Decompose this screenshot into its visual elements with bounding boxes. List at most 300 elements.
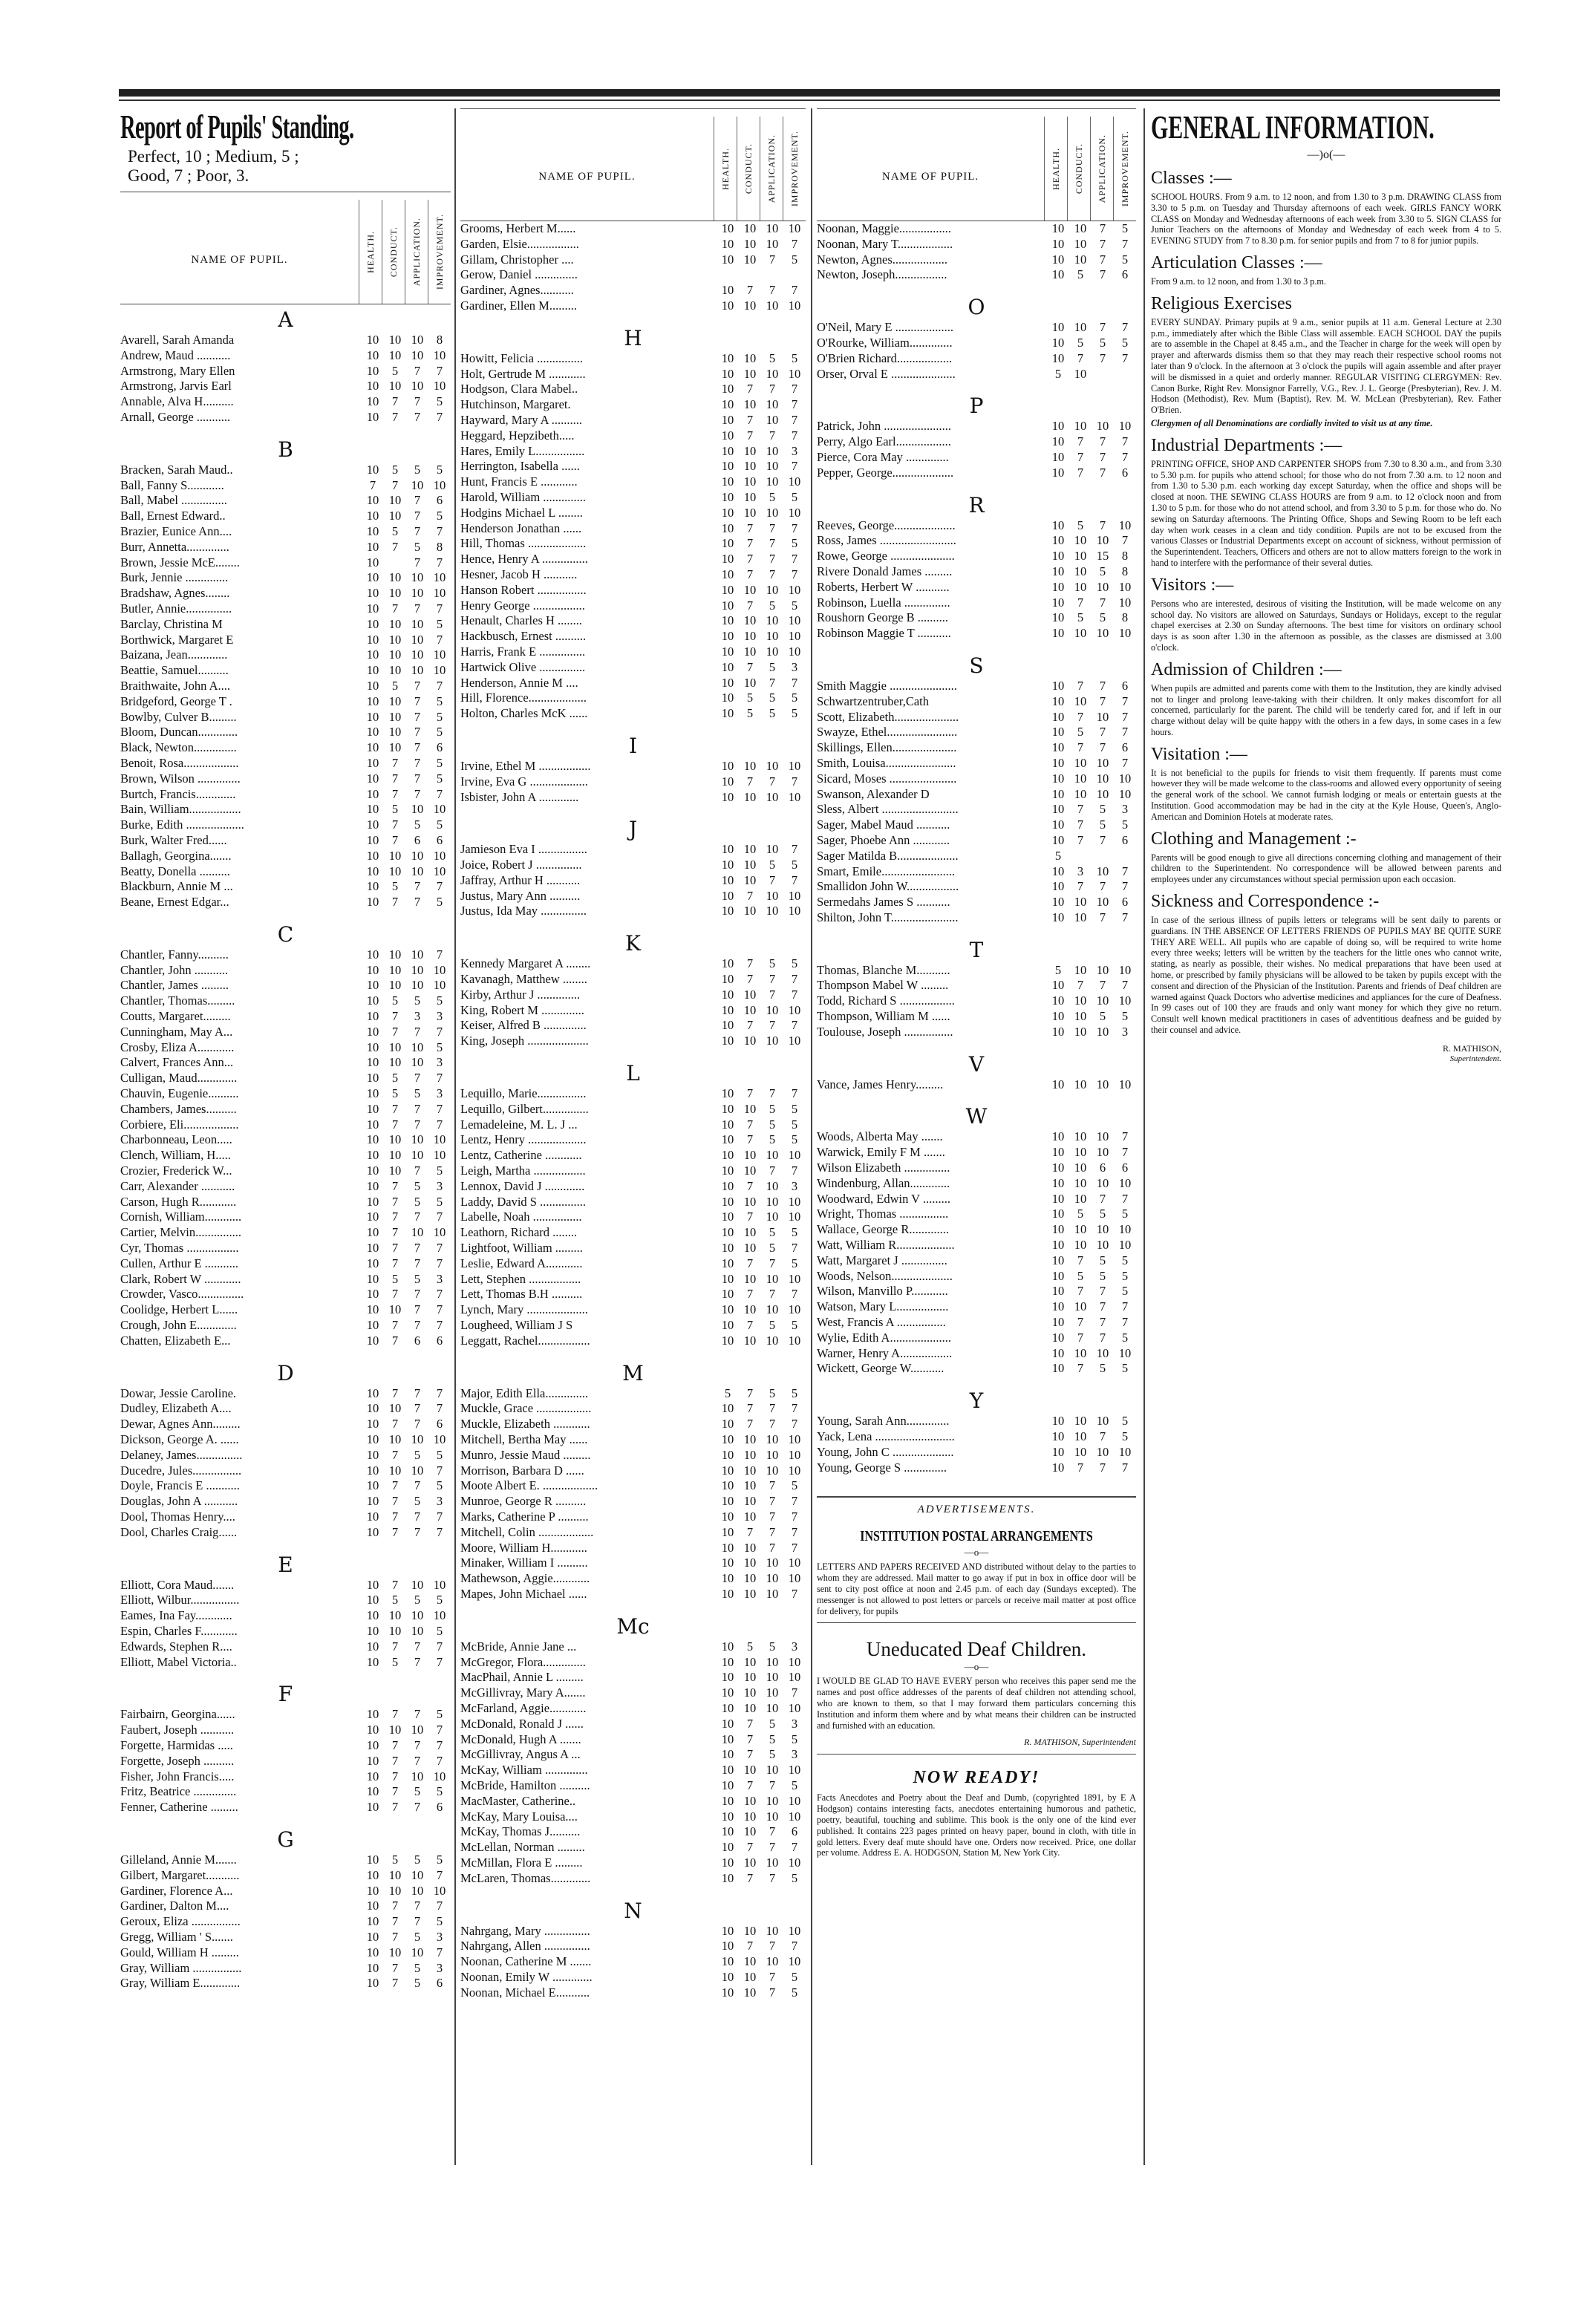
pupil-name: Harris, Frank E ...............: [460, 644, 586, 659]
health-score: 10: [721, 1824, 734, 1839]
application-score: 3: [414, 1009, 421, 1024]
improvement-score: 7: [436, 786, 443, 801]
table-row: [460, 1778, 806, 1794]
column-2: [460, 108, 806, 2010]
conduct-score: 7: [1077, 709, 1084, 724]
section-text: EVERY SUNDAY. Primary pupils at 9 a.m., senior pupils at 11 a.m. General Lecture at 2.30 p.m., immediately after which the Bible Class will assemble. EACH SCHOOL DAY the pupils are to assemble in the Chapel at 8.45 a.m., and the Teacher in charge for the week will open by prayer and afterwards dismiss them so that they may reach their respective school rooms not later than 9 o'clock. In the afternoon at 3 o'clock the pupils will again assemble and after prayer will be dismissed in a quiet and orderly manner. REGULAR VISITING CLERGYMEN: Rev. Canon Burke, Right Rev. Monsignor Farrelly, V.G., Rev. J. L. George (Presbyterian), Rev. J. M. Hodson (Methodist), Rev. Mum (Baptist), Rev. M. W. McLean (Presbyterian), Rev. Father O'Brien.: [1151, 316, 1501, 416]
pupil-list-1: [120, 307, 451, 2000]
application-score: 5: [769, 1101, 776, 1116]
table-row: [120, 679, 451, 694]
health-score: 10: [366, 1707, 379, 1722]
health-score: 10: [1051, 1207, 1065, 1221]
application-score: 5: [769, 1132, 776, 1147]
pupil-name: Bridgeford, George T .: [120, 693, 232, 708]
table-row: [817, 595, 1136, 611]
pupil-name: Chantler, Fanny..........: [120, 947, 229, 962]
conduct-score: 10: [743, 459, 757, 474]
pupil-name: Leggatt, Rachel.................: [460, 1333, 590, 1348]
pupil-name: Munro, Jessie Maud .........: [460, 1447, 591, 1462]
pupil-name: Shilton, John T......................: [817, 910, 959, 924]
improvement-score: 7: [1121, 864, 1129, 878]
pupil-name: Newton, Joseph.................: [817, 267, 947, 282]
table-row: [460, 1763, 806, 1778]
table-row: [460, 889, 806, 904]
section-letter: A: [278, 307, 293, 332]
table-header: [460, 108, 806, 221]
pupil-name: Chambers, James..........: [120, 1101, 237, 1116]
improvement-score: 7: [791, 567, 798, 581]
health-score: 10: [721, 412, 734, 427]
conduct-score: 7: [391, 755, 399, 770]
conduct-score: 5: [1077, 1268, 1084, 1283]
table-row: [120, 1195, 451, 1210]
health-score: 10: [1051, 864, 1065, 878]
conduct-score: 7: [1077, 1460, 1084, 1475]
improvement-score: 5: [436, 1194, 443, 1209]
improvement-score: 6: [436, 1333, 443, 1348]
application-score: 7: [769, 1401, 776, 1416]
health-score: 10: [721, 366, 734, 381]
health-score: 10: [721, 536, 734, 551]
conduct-score: 10: [743, 1654, 757, 1669]
application-score: 10: [766, 1194, 779, 1209]
pupil-name: Mathewson, Aggie............: [460, 1571, 590, 1586]
table-row: [120, 1593, 451, 1608]
application-score: 7: [414, 1318, 421, 1333]
conduct-score: 10: [1074, 1299, 1087, 1314]
conduct-score: 10: [388, 1132, 402, 1147]
conduct-score: 10: [743, 1763, 757, 1778]
application-score: 7: [414, 1241, 421, 1256]
table-row: [120, 1302, 451, 1318]
conduct-score: 7: [391, 477, 399, 492]
improvement-score: 5: [436, 993, 443, 1008]
health-score: 10: [721, 1870, 734, 1885]
conduct-score: 5: [746, 691, 754, 705]
conduct-score: 7: [391, 1417, 399, 1432]
table-row: [817, 1284, 1136, 1299]
table-row: [460, 1855, 806, 1871]
table-row: [460, 397, 806, 413]
health-score: 10: [366, 786, 379, 801]
pupil-name: Gregg, William ' S.......: [120, 1929, 233, 1944]
application-score: 7: [414, 895, 421, 910]
health-score: 10: [366, 1463, 379, 1478]
table-row: [817, 1315, 1136, 1331]
health-score: 10: [721, 1855, 734, 1870]
health-score: 10: [366, 693, 379, 708]
application-score: 7: [769, 382, 776, 396]
section-letter: I: [628, 733, 638, 758]
application-score: 10: [766, 1700, 779, 1715]
pupil-name: Young, John C ....................: [817, 1444, 954, 1459]
application-score: 5: [414, 1447, 421, 1462]
improvement-score: 10: [788, 366, 801, 381]
conduct-score: 10: [743, 1333, 757, 1348]
conduct-score: 10: [743, 1241, 757, 1256]
health-score: 10: [366, 1225, 379, 1240]
conduct-score: 7: [746, 567, 754, 581]
improvement-score: 10: [1118, 962, 1132, 977]
divider: —)o(—: [1307, 148, 1345, 161]
pupil-name: McFarland, Aggie............: [460, 1700, 587, 1715]
conduct-score: 10: [743, 1302, 757, 1317]
health-score: 10: [721, 1571, 734, 1586]
pupil-name: Smith, Louisa.......................: [817, 755, 956, 770]
table-row: [120, 570, 451, 586]
pupil-name: Charbonneau, Leon.....: [120, 1132, 232, 1147]
conduct-score: 5: [391, 678, 399, 693]
health-score: 10: [366, 740, 379, 755]
table-row: [460, 1302, 806, 1318]
section-text: SCHOOL HOURS. From 9 a.m. to 12 noon, and from 1.30 to 3 p.m. DRAWING CLASS from 3.30 to 5 p.m. on Tuesday and Thursday afternoons of each week. GIRLS FANCY WORK CLASS on Monday and Wednesday afternoons of each week from 3.30 to 5. SIGN CLASS for Junior Teachers on the afternoons of Monday and Wednesday of each week from 4 to 5. EVENING STUDY from 7 to 8.30 p.m. for senior pupils and from 7 to 8 for junior pupils.: [1151, 192, 1501, 247]
conduct-score: 7: [1077, 350, 1084, 365]
pupil-name: Chantler, Thomas.........: [120, 993, 235, 1008]
table-row: [120, 1930, 451, 1945]
table-row: [120, 478, 451, 494]
application-score: 10: [411, 347, 424, 362]
application-score: 5: [414, 1852, 421, 1867]
application-score: 7: [769, 567, 776, 581]
table-row: [120, 771, 451, 787]
health-score: 10: [721, 1333, 734, 1348]
improvement-score: 7: [1121, 449, 1129, 464]
table-row: [817, 1253, 1136, 1269]
table-row: [120, 1784, 451, 1800]
table-row: [120, 740, 451, 756]
application-score: 10: [411, 1723, 424, 1737]
pupil-name: Holton, Charles McK ......: [460, 706, 588, 721]
table-row: [460, 1334, 806, 1349]
conduct-score: 7: [391, 1929, 399, 1944]
table-row: [120, 1976, 451, 1991]
application-score: 7: [769, 1840, 776, 1855]
application-score: 5: [1099, 1009, 1106, 1024]
improvement-score: 5: [436, 771, 443, 786]
pupil-name: McGregor, Flora..............: [460, 1654, 586, 1669]
pupil-name: Cullen, Arthur E ...........: [120, 1256, 239, 1270]
improvement-score: 5: [791, 1101, 798, 1116]
pupil-name: Gray, William E.............: [120, 1976, 241, 1991]
conduct-score: 10: [1074, 1345, 1087, 1360]
health-score: 10: [721, 904, 734, 918]
conduct-score: 10: [1074, 579, 1087, 594]
health-score: 10: [366, 879, 379, 894]
conduct-score: 7: [746, 1256, 754, 1270]
pupil-name: Muckle, Grace ..................: [460, 1401, 592, 1416]
table-row: [460, 1241, 806, 1256]
header-application: APPLICATION.: [411, 217, 422, 287]
pupil-name: Patrick, John ......................: [817, 419, 952, 434]
application-score: 10: [411, 647, 424, 662]
improvement-score: 6: [791, 1824, 798, 1839]
section-letter: L: [626, 1061, 640, 1086]
application-score: 7: [414, 509, 421, 523]
pupil-name: Mitchell, Bertha May ......: [460, 1432, 588, 1446]
pupil-name: Woodward, Edwin V .........: [817, 1191, 951, 1206]
conduct-score: 5: [1077, 610, 1084, 625]
table-row: [460, 1478, 806, 1494]
application-score: 7: [1099, 725, 1106, 740]
pupil-name: Arnall, George ...........: [120, 409, 231, 424]
pupil-name: Braithwaite, John A....: [120, 678, 231, 693]
improvement-score: 7: [791, 428, 798, 443]
application-score: 10: [766, 1654, 779, 1669]
table-row: [460, 1432, 806, 1448]
pupil-name: Woods, Nelson....................: [817, 1268, 953, 1283]
health-score: 10: [721, 1178, 734, 1193]
application-score: 5: [769, 350, 776, 365]
table-row: [817, 1176, 1136, 1192]
table-row: [817, 564, 1136, 580]
section-letter: Mc: [616, 1613, 650, 1639]
pupil-name: Rowe, George .....................: [817, 549, 955, 564]
improvement-score: 8: [436, 539, 443, 554]
health-score: 10: [1051, 1429, 1065, 1444]
improvement-score: 5: [436, 1623, 443, 1638]
table-row: [460, 676, 806, 691]
pupil-name: Gardiner, Dalton M....: [120, 1899, 229, 1913]
improvement-score: 7: [1121, 350, 1129, 365]
health-score: 10: [721, 1432, 734, 1446]
application-score: 15: [1096, 549, 1109, 564]
application-score: 7: [414, 601, 421, 616]
table-row: [460, 904, 806, 919]
conduct-score: 5: [391, 1593, 399, 1607]
pupil-name: Harold, William ..............: [460, 489, 587, 504]
table-row: [817, 978, 1136, 993]
pupil-name: Carr, Alexander ...........: [120, 1178, 235, 1193]
pupil-name: Labelle, Noah ................: [460, 1210, 582, 1224]
table-row: [460, 1401, 806, 1417]
conduct-score: 10: [1074, 1077, 1087, 1091]
improvement-score: 10: [433, 1132, 446, 1147]
pupil-name: Espin, Charles F............: [120, 1623, 238, 1638]
improvement-score: 7: [436, 555, 443, 569]
conduct-score: 10: [743, 1954, 757, 1969]
improvement-score: 7: [791, 987, 798, 1002]
pupil-name: Chantler, John ...........: [120, 962, 229, 977]
health-score: 10: [721, 1763, 734, 1778]
improvement-score: 7: [436, 1256, 443, 1270]
pupil-name: Ross, James .........................: [817, 533, 956, 548]
grading-scale-line-2: Good, 7 ; Poor, 3.: [128, 166, 249, 185]
conduct-score: 7: [391, 1385, 399, 1400]
health-score: 10: [721, 613, 734, 628]
section-heading: Admission of Children :—: [1151, 659, 1342, 679]
improvement-score: 10: [788, 298, 801, 313]
health-score: 10: [1051, 579, 1065, 594]
pupil-name: King, Joseph ....................: [460, 1034, 589, 1048]
application-score: 10: [411, 1623, 424, 1638]
pupil-name: Sermedahs James S ...........: [817, 895, 950, 910]
improvement-score: 5: [1121, 1330, 1129, 1345]
application-score: 7: [414, 1024, 421, 1039]
application-score: 10: [766, 904, 779, 918]
pupil-name: Swanson, Alexander D: [817, 786, 930, 801]
pupil-name: Kennedy Margaret A ........: [460, 956, 591, 971]
column-1: [120, 108, 451, 2000]
application-score: 10: [766, 366, 779, 381]
health-score: 10: [721, 1002, 734, 1017]
table-row: [120, 879, 451, 895]
improvement-score: 7: [436, 632, 443, 647]
improvement-score: 3: [436, 1960, 443, 1975]
conduct-score: 7: [391, 1024, 399, 1039]
health-score: 10: [721, 987, 734, 1002]
pupil-name: Clark, Robert W ............: [120, 1271, 241, 1286]
application-score: 10: [766, 1034, 779, 1048]
pupil-name: Dewar, Agnes Ann.........: [120, 1417, 241, 1432]
health-score: 10: [1051, 1345, 1065, 1360]
table-row: [120, 864, 451, 880]
health-score: 10: [366, 1333, 379, 1348]
pupil-name: King, Robert M ..............: [460, 1002, 584, 1017]
health-score: 10: [366, 1577, 379, 1592]
pupil-name: Cunningham, May A...: [120, 1024, 233, 1039]
pupil-name: Chantler, James .........: [120, 978, 229, 993]
health-score: 10: [1051, 1330, 1065, 1345]
improvement-score: 10: [788, 1271, 801, 1286]
health-score: 5: [1054, 848, 1062, 863]
improvement-score: 7: [436, 1241, 443, 1256]
health-score: 10: [366, 1385, 379, 1400]
pupil-name: Noonan, Michael E...........: [460, 1985, 590, 2000]
signature: R. MATHISON,: [1442, 1042, 1501, 1054]
health-score: 10: [1051, 1315, 1065, 1330]
pupil-name: Garden, Elsie.................: [460, 236, 579, 251]
health-score: 10: [366, 363, 379, 378]
improvement-score: 10: [433, 586, 446, 601]
improvement-score: 6: [436, 1417, 443, 1432]
health-score: 10: [366, 1723, 379, 1737]
health-score: 10: [1051, 1129, 1065, 1144]
pupil-name: Andrew, Maud ...........: [120, 347, 231, 362]
header-name: NAME OF PUPIL.: [191, 254, 288, 266]
table-row: [460, 1179, 806, 1195]
application-score: 7: [1099, 267, 1106, 282]
pupil-name: Eames, Ina Fay............: [120, 1608, 232, 1623]
improvement-score: 7: [791, 1586, 798, 1601]
table-row: [120, 993, 451, 1009]
pupil-name: Burk, Jennie ..............: [120, 570, 229, 585]
table-row: [120, 586, 451, 601]
health-score: 10: [366, 1256, 379, 1270]
improvement-score: 10: [433, 1769, 446, 1783]
top-rule: [119, 89, 1500, 97]
conduct-score: 10: [388, 1039, 402, 1054]
pupil-name: Bloom, Duncan.............: [120, 725, 238, 740]
application-score: 7: [769, 1163, 776, 1178]
column-3: [817, 108, 1136, 1861]
improvement-score: 3: [791, 1716, 798, 1731]
health-score: 10: [1051, 533, 1065, 548]
health-score: 10: [721, 1639, 734, 1654]
improvement-score: 10: [788, 221, 801, 235]
improvement-score: 5: [436, 817, 443, 832]
health-score: 10: [366, 678, 379, 693]
pupil-name: Gillam, Christopher ....: [460, 252, 574, 267]
improvement-score: 7: [1121, 693, 1129, 708]
conduct-score: 10: [743, 443, 757, 458]
table-row: [460, 1525, 806, 1541]
pupil-name: McGillivray, Mary A.......: [460, 1685, 586, 1700]
pupil-name: Leathorn, Richard ........: [460, 1225, 578, 1240]
table-row: [120, 1914, 451, 1930]
improvement-score: 5: [791, 1385, 798, 1400]
pupil-name: Joice, Robert J ...............: [460, 858, 582, 872]
pupil-name: Vance, James Henry.........: [817, 1077, 944, 1091]
table-row: [460, 506, 806, 521]
pupil-name: Chatten, Elizabeth E...: [120, 1333, 231, 1348]
improvement-score: 7: [791, 1401, 798, 1416]
conduct-score: 7: [391, 1899, 399, 1913]
conduct-score: 7: [1077, 740, 1084, 755]
table-row: [460, 1685, 806, 1701]
application-score: 10: [1096, 1024, 1109, 1039]
health-score: 10: [366, 1753, 379, 1768]
conduct-score: 5: [746, 1639, 754, 1654]
improvement-score: 5: [436, 1478, 443, 1493]
health-score: 10: [366, 539, 379, 554]
application-score: 5: [1099, 817, 1106, 832]
application-score: 10: [1096, 1077, 1109, 1091]
health-score: 10: [366, 771, 379, 786]
health-score: 10: [721, 520, 734, 535]
pupil-name: Grooms, Herbert M......: [460, 221, 576, 235]
application-score: 7: [1099, 1429, 1106, 1444]
conduct-score: 10: [743, 758, 757, 773]
improvement-score: 7: [791, 520, 798, 535]
table-row: [120, 1478, 451, 1494]
improvement-score: 7: [436, 1302, 443, 1317]
application-score: 7: [414, 725, 421, 740]
conduct-score: 10: [1074, 533, 1087, 548]
pupil-name: Brown, Wilson ..............: [120, 771, 241, 786]
application-score: 10: [1096, 1145, 1109, 1160]
section-heading: Visitors :—: [1151, 575, 1234, 595]
health-score: 10: [366, 1494, 379, 1509]
improvement-score: 7: [791, 1509, 798, 1524]
uneducated-text: I WOULD BE GLAD TO HAVE EVERY person who receives this paper send me the names and post office addresses of the parents of deaf children not attending school, who are known to them, so that I may forward them particulars concerning this Institution and inform them where and by what means their children can be instructed and furnished with an education.: [817, 1676, 1136, 1731]
table-row: [120, 509, 451, 524]
conduct-score: 7: [391, 1009, 399, 1024]
application-score: 5: [414, 1960, 421, 1975]
improvement-score: 7: [436, 1463, 443, 1478]
postal-title: INSTITUTION POSTAL ARRANGEMENTS: [860, 1528, 1093, 1545]
improvement-score: 8: [1121, 549, 1129, 564]
pupil-name: Hutchinson, Margaret.: [460, 397, 571, 412]
pupil-name: Coutts, Margaret.........: [120, 1009, 231, 1024]
conduct-score: 7: [391, 895, 399, 910]
health-score: 10: [721, 1954, 734, 1969]
health-score: 10: [366, 1509, 379, 1524]
conduct-score: 7: [1077, 802, 1084, 817]
conduct-score: 10: [1074, 236, 1087, 251]
improvement-score: 10: [1118, 1222, 1132, 1237]
conduct-score: 10: [743, 252, 757, 267]
table-row: [120, 1769, 451, 1785]
health-score: 10: [1051, 1145, 1065, 1160]
conduct-score: 10: [743, 1670, 757, 1685]
table-row: [460, 1587, 806, 1602]
health-score: 10: [1051, 1444, 1065, 1459]
conduct-score: 10: [743, 1571, 757, 1586]
conduct-score: 10: [388, 693, 402, 708]
health-score: 10: [1051, 1361, 1065, 1376]
application-score: 10: [1096, 993, 1109, 1008]
pupil-name: Ball, Ernest Edward..: [120, 509, 226, 523]
